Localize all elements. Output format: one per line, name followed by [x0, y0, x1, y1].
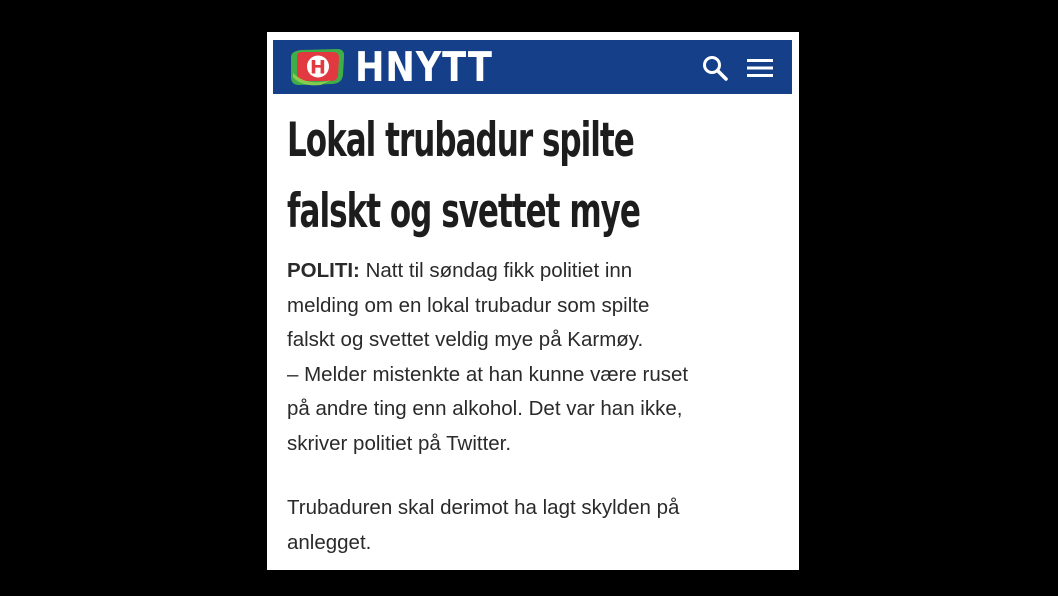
- body-line-4: – Melder mistenkte at han kunne være ruset: [287, 362, 689, 386]
- logo-wordmark[interactable]: HNYTT: [355, 43, 493, 91]
- search-icon[interactable]: [701, 54, 729, 82]
- body-line-1: [287, 254, 787, 289]
- headline-line-1: Lokal trubadur spilte: [287, 113, 634, 168]
- logo-badge-letter: H: [310, 56, 326, 79]
- headline-line-2: falskt og svettet mye: [287, 184, 640, 239]
- paragraph2-line-2: anlegget.: [287, 530, 372, 554]
- article-headline: [287, 105, 799, 247]
- article-body: [287, 254, 787, 560]
- body-line-3: falskt og svettet veldig mye på Karmøy.: [287, 328, 644, 351]
- site-header: [273, 40, 792, 94]
- article-card: [267, 32, 799, 570]
- hnytt-logo-icon[interactable]: [287, 47, 347, 87]
- paragraph-gap: [287, 461, 787, 491]
- body-line-2: melding om en lokal trubadur som spilte: [287, 293, 650, 317]
- hamburger-menu-icon[interactable]: [745, 55, 775, 81]
- article-kicker: POLITI:: [287, 259, 360, 282]
- body-line-5: på andre ting enn alkohol. Det var han ikke,: [287, 397, 683, 420]
- body-line-6: skriver politiet på Twitter.: [287, 431, 512, 455]
- body-line-1-text: Natt til søndag fikk politiet inn: [359, 259, 633, 282]
- paragraph2-line-1: Trubaduren skal derimot ha lagt skylden på: [287, 496, 680, 519]
